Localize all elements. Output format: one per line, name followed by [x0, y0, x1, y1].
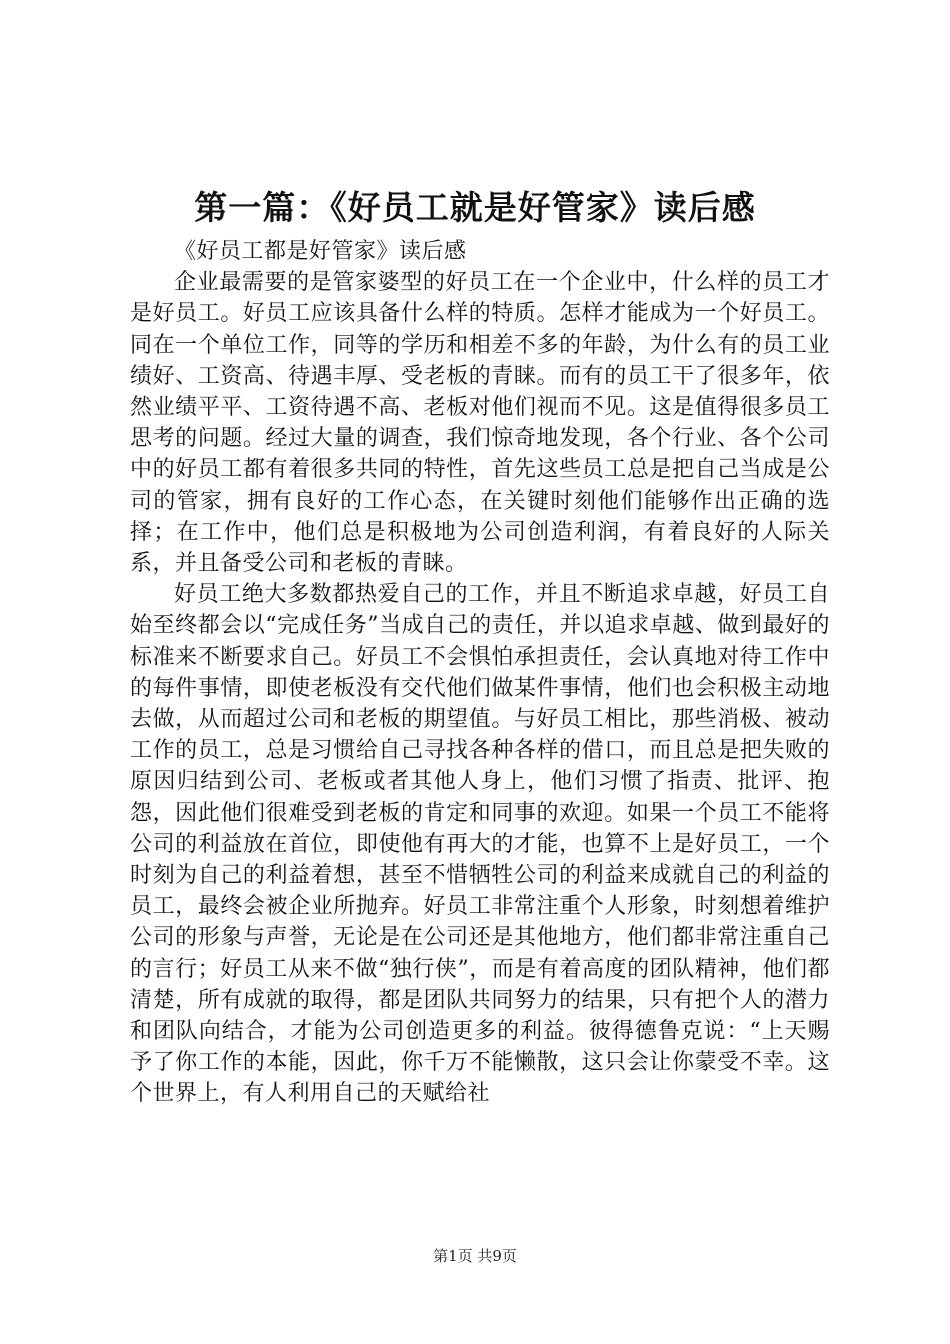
paragraph-1: 企业最需要的是管家婆型的好员工在一个企业中，什么样的员工才是好员工。好员工应该具备什么样的特质。怎样才能成为一个好员工。同在一个单位工作，同等的学历和相差不多的年龄，为什么有的员工业绩好、工资高、待遇丰厚、受老板的青睐。而有的员工干了很多年，依然业绩平平、工资待遇不高、老板对他们视而不见。这是值得很多员工思考的问题。经过大量的调查，我们惊奇地发现，各个行业、各个公司中的好员工都有着很多共同的特性，首先这些员工总是把自己当成是公司的管家，拥有良好的工作心态，在关键时刻他们能够作出正确的选择；在工作中，他们总是积极地为公司创造利润，有着良好的人际关系，并且备受公司和老板的青睐。	[130, 270, 830, 577]
document-title: 第一篇：《好员工就是好管家》读后感	[194, 188, 756, 227]
document-subtitle: 《好员工都是好管家》读后感	[174, 239, 467, 264]
paragraph-2: 好员工绝大多数都热爱自己的工作，并且不断追求卓越，好员工自始至终都会以“完成任务”当成自己的责任，并以追求卓越、做到最好的标准来不断要求自己。好员工不会惧怕承担责任，会认真地对待工作中的每件事情，即使老板没有交代他们做某件事情，他们也会积极主动地去做，从而超过公司和老板的期望值。与好员工相比，那些消极、被动工作的员工，总是习惯给自己寻找各种各样的借口，而且总是把失败的原因归结到公司、老板或者其他人身上，他们习惯了指责、批评、抱怨，因此他们很难受到老板的肯定和同事的欢迎。如果一个员工不能将公司的利益放在首位，即使他有再大的才能，也算不上是好员工，一个时刻为自己的利益着想，甚至不惜牺牲公司的利益来成就自己的利益的员工，最终会被企业所抛弃。好员工非常注重个人形象，时刻想着维护公司的形象与声誉，无论是在公司还是其他地方，他们都非常注重自己的言行；好员工从来不做“独行侠”，而是有着高度的团队精神，他们都清楚，所有成就的取得，都是团队共同努力的结果，只有把个人的潜力和团队向结合，才能为公司创造更多的利益。彼得德鲁克说：“上天赐予了你工作的本能，因此，你千万不能懒散，这只会让你蒙受不幸。这个世界上，有人利用自己的天赋给社	[130, 582, 830, 1107]
page-number-footer: 第1页 共9页	[433, 1247, 517, 1265]
document-body	[130, 236, 830, 1110]
